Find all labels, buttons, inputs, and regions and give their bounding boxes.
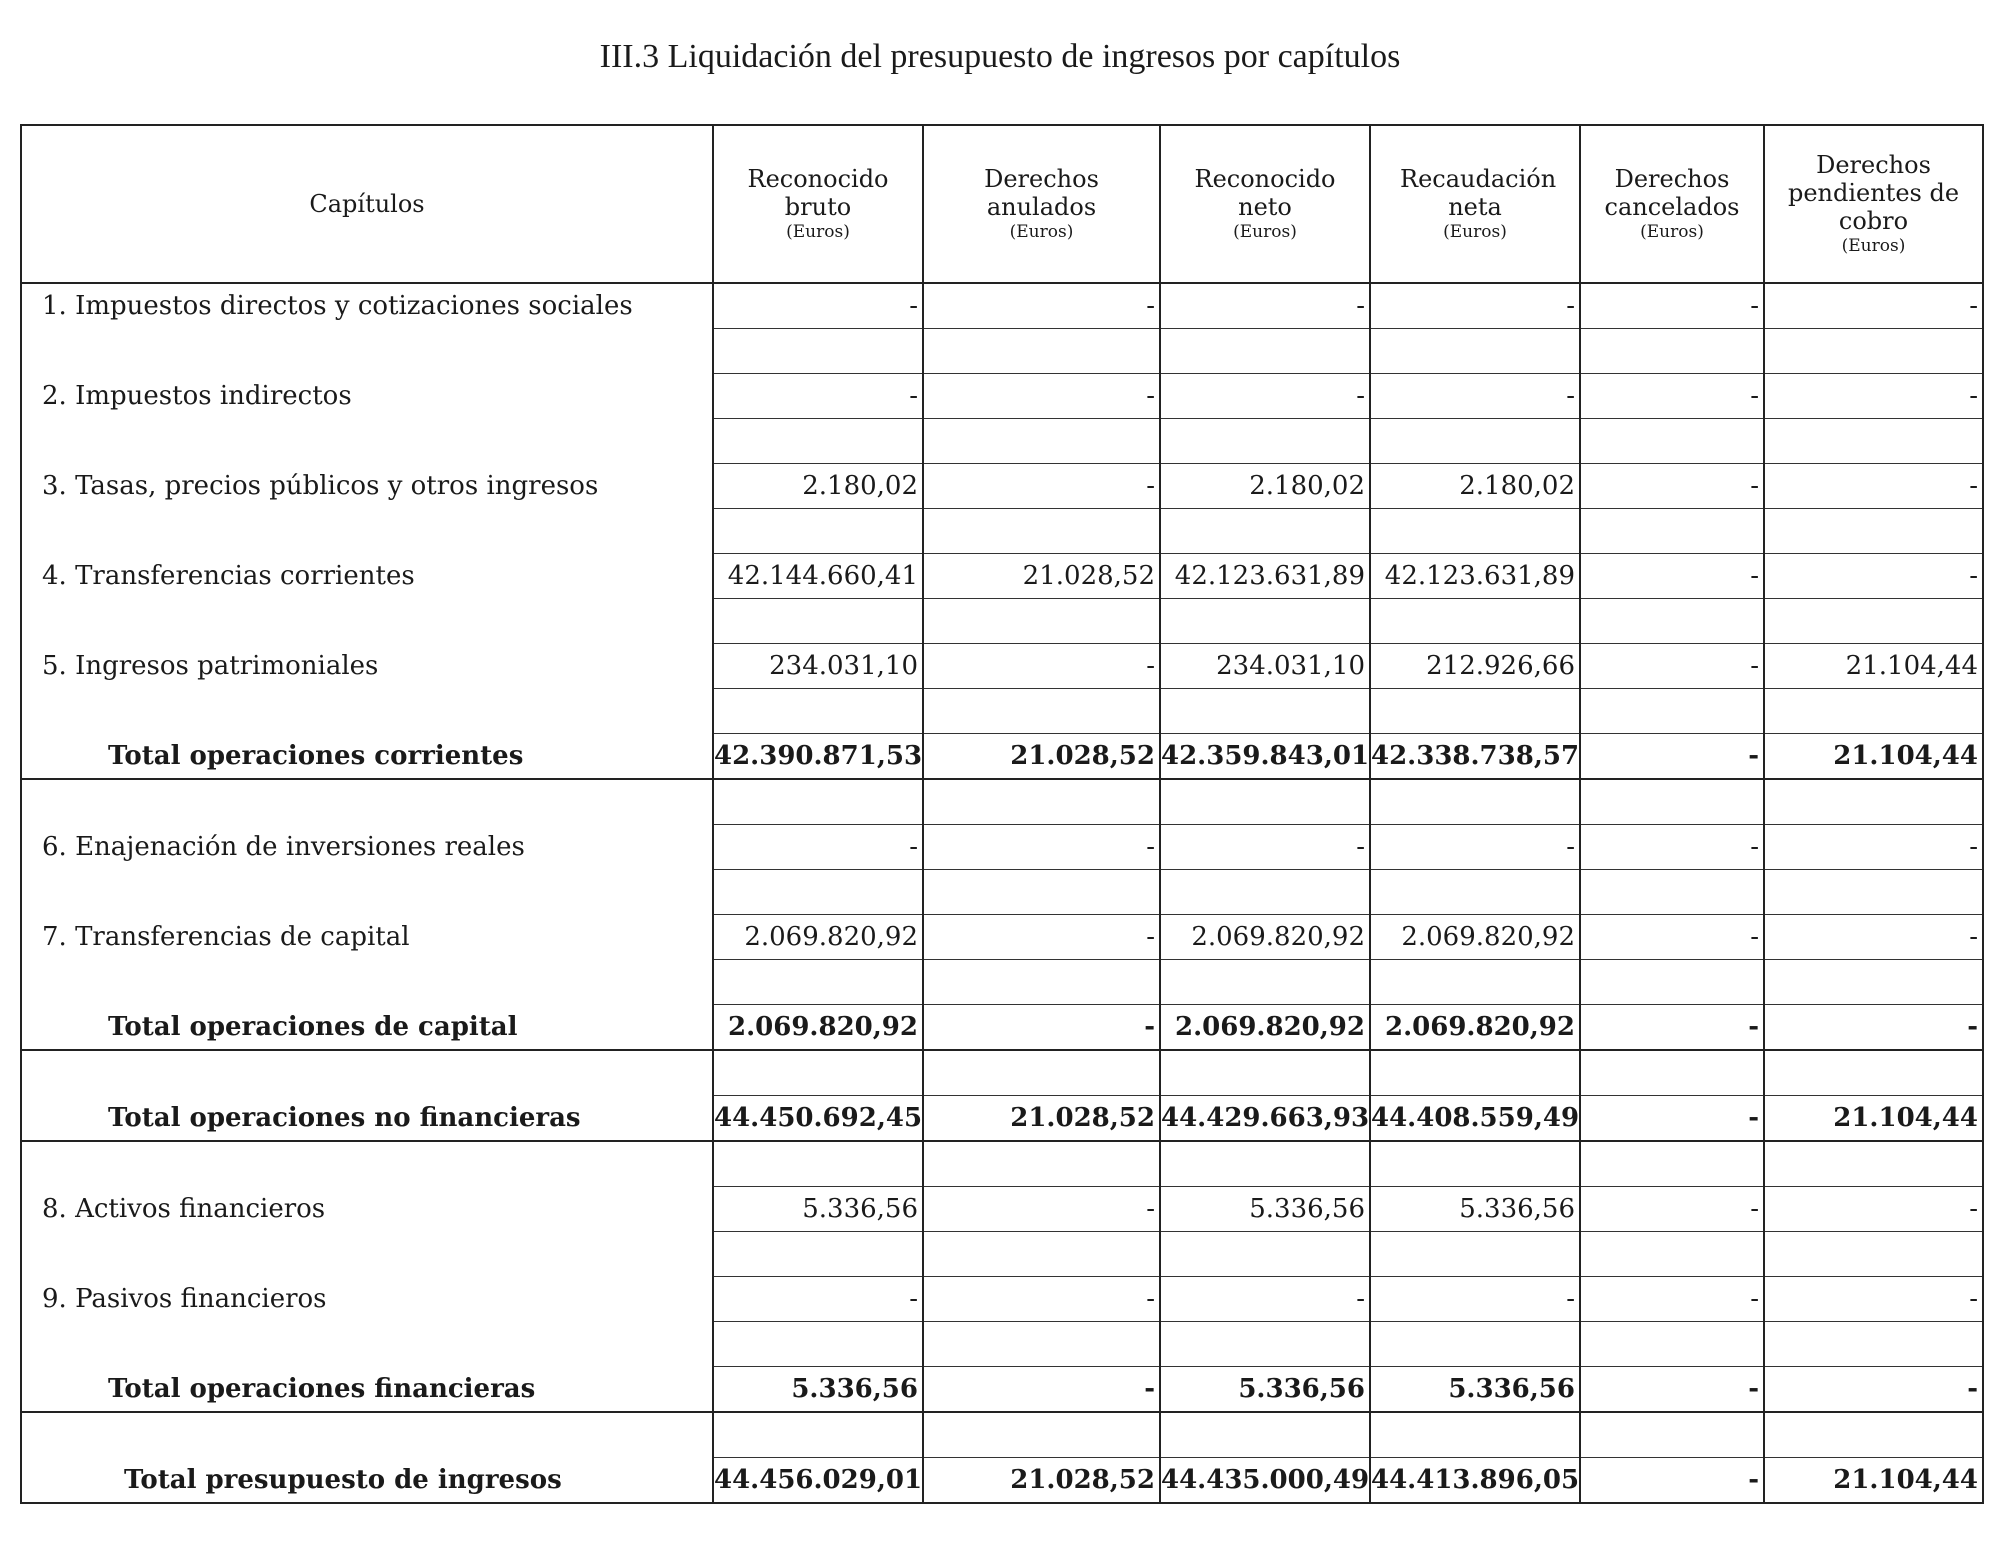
- value-cell: 5.336,56: [713, 1187, 923, 1232]
- spacer-cell: [21, 689, 713, 734]
- value-cell: 5.336,56: [1160, 1367, 1370, 1413]
- spacer-cell: [1764, 1050, 1983, 1096]
- value-cell: -: [1764, 283, 1983, 329]
- row-label: 8. Activos financieros: [21, 1187, 713, 1232]
- spacer-cell: [1764, 689, 1983, 734]
- spacer-cell: [1580, 1322, 1764, 1367]
- spacer-cell: [1764, 870, 1983, 915]
- value-cell: 21.028,52: [923, 554, 1160, 599]
- spacer-cell: [1370, 1322, 1580, 1367]
- spacer-cell: [1580, 509, 1764, 554]
- spacer-cell: [1370, 960, 1580, 1005]
- value-cell: -: [1764, 554, 1983, 599]
- table-row: [21, 554, 1983, 599]
- row-label: 1. Impuestos directos y cotizaciones sociales: [21, 283, 713, 329]
- spacer-cell: [923, 419, 1160, 464]
- value-cell: 5.336,56: [713, 1367, 923, 1413]
- spacer-cell: [1160, 960, 1370, 1005]
- spacer-row: [21, 419, 1983, 464]
- spacer-cell: [1764, 1232, 1983, 1277]
- row-label: Total presupuesto de ingresos: [21, 1458, 713, 1504]
- spacer-cell: [923, 329, 1160, 374]
- table-row: [21, 1277, 1983, 1322]
- spacer-cell: [21, 779, 713, 825]
- spacer-cell: [1370, 329, 1580, 374]
- spacer-row: [21, 779, 1983, 825]
- spacer-cell: [1370, 509, 1580, 554]
- spacer-row: [21, 599, 1983, 644]
- value-cell: -: [923, 283, 1160, 329]
- value-cell: -: [923, 915, 1160, 960]
- value-cell: -: [713, 1277, 923, 1322]
- spacer-cell: [713, 1322, 923, 1367]
- value-cell: 44.429.663,93: [1160, 1096, 1370, 1142]
- spacer-cell: [1370, 419, 1580, 464]
- value-cell: -: [713, 825, 923, 870]
- spacer-cell: [1764, 329, 1983, 374]
- value-cell: -: [1580, 915, 1764, 960]
- value-cell: 2.069.820,92: [713, 1005, 923, 1051]
- value-cell: 2.180,02: [713, 464, 923, 509]
- value-cell: -: [1580, 1367, 1764, 1413]
- column-header-reconocido-neto: Reconocido neto (Euros): [1160, 125, 1370, 283]
- page-title: III.3 Liquidación del presupuesto de ingresos por capítulos: [599, 38, 1401, 75]
- value-cell: 2.069.820,92: [713, 915, 923, 960]
- value-cell: -: [1580, 1277, 1764, 1322]
- row-label: 9. Pasivos financieros: [21, 1277, 713, 1322]
- value-cell: -: [1764, 1277, 1983, 1322]
- column-header-recaudacion-neta: Recaudación neta (Euros): [1370, 125, 1580, 283]
- value-cell: -: [1160, 825, 1370, 870]
- value-cell: -: [1370, 374, 1580, 419]
- row-label: Total operaciones financieras: [21, 1367, 713, 1413]
- value-cell: -: [1764, 1187, 1983, 1232]
- spacer-row: [21, 1141, 1983, 1187]
- value-cell: 5.336,56: [1370, 1187, 1580, 1232]
- spacer-cell: [1370, 1232, 1580, 1277]
- value-cell: 234.031,10: [1160, 644, 1370, 689]
- row-label: 4. Transferencias corrientes: [21, 554, 713, 599]
- spacer-cell: [1160, 599, 1370, 644]
- spacer-cell: [1764, 1412, 1983, 1458]
- value-cell: 2.180,02: [1160, 464, 1370, 509]
- spacer-cell: [1160, 329, 1370, 374]
- spacer-cell: [923, 960, 1160, 1005]
- spacer-row: [21, 870, 1983, 915]
- value-cell: 2.180,02: [1370, 464, 1580, 509]
- spacer-cell: [1580, 1412, 1764, 1458]
- value-cell: 234.031,10: [713, 644, 923, 689]
- spacer-cell: [21, 599, 713, 644]
- value-cell: -: [923, 1367, 1160, 1413]
- value-cell: -: [1370, 283, 1580, 329]
- column-header-derechos-cancelados: Derechos cancelados (Euros): [1580, 125, 1764, 283]
- spacer-cell: [713, 1050, 923, 1096]
- spacer-cell: [923, 599, 1160, 644]
- spacer-cell: [713, 329, 923, 374]
- value-cell: -: [1580, 825, 1764, 870]
- table-row: [21, 283, 1983, 329]
- spacer-cell: [1580, 779, 1764, 825]
- value-cell: -: [1580, 1187, 1764, 1232]
- value-cell: 42.390.871,53: [713, 734, 923, 780]
- spacer-cell: [713, 870, 923, 915]
- spacer-cell: [1580, 689, 1764, 734]
- spacer-cell: [1370, 1412, 1580, 1458]
- spacer-cell: [1160, 419, 1370, 464]
- value-cell: -: [1764, 1367, 1983, 1413]
- spacer-row: [21, 689, 1983, 734]
- spacer-cell: [923, 689, 1160, 734]
- column-header-derechos-pendientes: Derechos pendientes de cobro (Euros): [1764, 125, 1983, 283]
- value-cell: 42.338.738,57: [1370, 734, 1580, 780]
- spacer-cell: [923, 779, 1160, 825]
- spacer-cell: [1160, 1050, 1370, 1096]
- spacer-cell: [713, 1412, 923, 1458]
- spacer-cell: [713, 1232, 923, 1277]
- row-label: 6. Enajenación de inversiones reales: [21, 825, 713, 870]
- spacer-row: [21, 509, 1983, 554]
- spacer-cell: [1764, 779, 1983, 825]
- spacer-cell: [1580, 329, 1764, 374]
- spacer-row: [21, 1232, 1983, 1277]
- spacer-cell: [21, 329, 713, 374]
- value-cell: -: [1580, 464, 1764, 509]
- spacer-cell: [923, 509, 1160, 554]
- spacer-cell: [21, 419, 713, 464]
- value-cell: 21.104,44: [1764, 644, 1983, 689]
- value-cell: 5.336,56: [1160, 1187, 1370, 1232]
- spacer-cell: [923, 1050, 1160, 1096]
- row-label: 2. Impuestos indirectos: [21, 374, 713, 419]
- spacer-row: [21, 1412, 1983, 1458]
- spacer-cell: [713, 779, 923, 825]
- value-cell: 21.028,52: [923, 1096, 1160, 1142]
- spacer-cell: [1764, 599, 1983, 644]
- column-header-capitulos: Capítulos: [21, 125, 713, 283]
- spacer-row: [21, 329, 1983, 374]
- value-cell: 44.413.896,05: [1370, 1458, 1580, 1504]
- spacer-cell: [1764, 1322, 1983, 1367]
- spacer-cell: [1580, 1141, 1764, 1187]
- spacer-cell: [923, 1141, 1160, 1187]
- value-cell: -: [923, 825, 1160, 870]
- value-cell: -: [1580, 554, 1764, 599]
- spacer-cell: [1160, 509, 1370, 554]
- spacer-cell: [21, 960, 713, 1005]
- spacer-cell: [1160, 779, 1370, 825]
- total-row: [21, 1367, 1983, 1413]
- table-row: [21, 374, 1983, 419]
- value-cell: 42.123.631,89: [1370, 554, 1580, 599]
- value-cell: -: [1580, 1458, 1764, 1504]
- value-cell: 44.450.692,45: [713, 1096, 923, 1142]
- value-cell: 2.069.820,92: [1370, 1005, 1580, 1051]
- value-cell: 2.069.820,92: [1370, 915, 1580, 960]
- spacer-cell: [1160, 1412, 1370, 1458]
- total-row: [21, 1005, 1983, 1051]
- spacer-cell: [1764, 419, 1983, 464]
- column-header-reconocido-bruto: Reconocido bruto (Euros): [713, 125, 923, 283]
- spacer-cell: [713, 960, 923, 1005]
- spacer-cell: [1580, 419, 1764, 464]
- spacer-cell: [21, 1322, 713, 1367]
- budget-table: [20, 124, 1984, 1504]
- value-cell: -: [923, 1277, 1160, 1322]
- spacer-cell: [1580, 1050, 1764, 1096]
- spacer-cell: [713, 689, 923, 734]
- value-cell: 21.028,52: [923, 734, 1160, 780]
- spacer-cell: [1370, 1141, 1580, 1187]
- spacer-cell: [713, 599, 923, 644]
- spacer-cell: [1160, 1232, 1370, 1277]
- spacer-cell: [1160, 870, 1370, 915]
- value-cell: -: [1370, 1277, 1580, 1322]
- row-label: 7. Transferencias de capital: [21, 915, 713, 960]
- column-header-derechos-anulados: Derechos anulados (Euros): [923, 125, 1160, 283]
- spacer-cell: [1580, 1232, 1764, 1277]
- table-row: [21, 1187, 1983, 1232]
- value-cell: -: [1580, 734, 1764, 780]
- value-cell: -: [923, 464, 1160, 509]
- spacer-cell: [21, 870, 713, 915]
- spacer-cell: [1370, 870, 1580, 915]
- value-cell: -: [1580, 644, 1764, 689]
- value-cell: -: [1764, 464, 1983, 509]
- spacer-cell: [1764, 509, 1983, 554]
- value-cell: -: [1580, 374, 1764, 419]
- spacer-cell: [1580, 960, 1764, 1005]
- value-cell: 21.104,44: [1764, 734, 1983, 780]
- table-row: [21, 464, 1983, 509]
- spacer-cell: [1764, 960, 1983, 1005]
- value-cell: -: [923, 1005, 1160, 1051]
- value-cell: -: [1764, 1005, 1983, 1051]
- value-cell: -: [923, 1187, 1160, 1232]
- total-row: [21, 734, 1983, 780]
- header-row: [21, 125, 1983, 283]
- spacer-row: [21, 1322, 1983, 1367]
- row-label: 5. Ingresos patrimoniales: [21, 644, 713, 689]
- value-cell: 2.069.820,92: [1160, 1005, 1370, 1051]
- total-row: [21, 1458, 1983, 1504]
- value-cell: 44.408.559,49: [1370, 1096, 1580, 1142]
- value-cell: 42.123.631,89: [1160, 554, 1370, 599]
- value-cell: -: [1580, 283, 1764, 329]
- value-cell: 212.926,66: [1370, 644, 1580, 689]
- value-cell: -: [1160, 1277, 1370, 1322]
- spacer-cell: [1370, 1050, 1580, 1096]
- spacer-cell: [713, 419, 923, 464]
- value-cell: -: [713, 283, 923, 329]
- spacer-cell: [1370, 689, 1580, 734]
- value-cell: 21.104,44: [1764, 1458, 1983, 1504]
- table-row: [21, 644, 1983, 689]
- value-cell: -: [1764, 374, 1983, 419]
- spacer-cell: [21, 1412, 713, 1458]
- value-cell: 42.144.660,41: [713, 554, 923, 599]
- spacer-row: [21, 960, 1983, 1005]
- total-row: [21, 1096, 1983, 1142]
- spacer-cell: [21, 509, 713, 554]
- value-cell: 44.435.000,49: [1160, 1458, 1370, 1504]
- value-cell: -: [1764, 915, 1983, 960]
- value-cell: -: [1160, 283, 1370, 329]
- spacer-cell: [923, 870, 1160, 915]
- value-cell: -: [923, 374, 1160, 419]
- value-cell: 44.456.029,01: [713, 1458, 923, 1504]
- value-cell: -: [923, 644, 1160, 689]
- spacer-cell: [923, 1412, 1160, 1458]
- spacer-cell: [1370, 599, 1580, 644]
- value-cell: 21.028,52: [923, 1458, 1160, 1504]
- value-cell: -: [1370, 825, 1580, 870]
- value-cell: 5.336,56: [1370, 1367, 1580, 1413]
- spacer-cell: [923, 1232, 1160, 1277]
- spacer-cell: [1764, 1141, 1983, 1187]
- value-cell: -: [1580, 1096, 1764, 1142]
- spacer-cell: [21, 1141, 713, 1187]
- spacer-cell: [1160, 1322, 1370, 1367]
- row-label: Total operaciones de capital: [21, 1005, 713, 1051]
- value-cell: -: [1580, 1005, 1764, 1051]
- spacer-cell: [1160, 689, 1370, 734]
- value-cell: -: [1160, 374, 1370, 419]
- row-label: 3. Tasas, precios públicos y otros ingresos: [21, 464, 713, 509]
- spacer-cell: [1160, 1141, 1370, 1187]
- value-cell: -: [713, 374, 923, 419]
- table-row: [21, 825, 1983, 870]
- spacer-cell: [21, 1232, 713, 1277]
- spacer-cell: [713, 1141, 923, 1187]
- row-label: Total operaciones no financieras: [21, 1096, 713, 1142]
- spacer-cell: [923, 1322, 1160, 1367]
- row-label: Total operaciones corrientes: [21, 734, 713, 780]
- spacer-cell: [1580, 599, 1764, 644]
- value-cell: 2.069.820,92: [1160, 915, 1370, 960]
- table-row: [21, 915, 1983, 960]
- spacer-cell: [1370, 779, 1580, 825]
- spacer-cell: [21, 1050, 713, 1096]
- value-cell: 42.359.843,01: [1160, 734, 1370, 780]
- spacer-cell: [713, 509, 923, 554]
- spacer-row: [21, 1050, 1983, 1096]
- value-cell: 21.104,44: [1764, 1096, 1983, 1142]
- value-cell: -: [1764, 825, 1983, 870]
- spacer-cell: [1580, 870, 1764, 915]
